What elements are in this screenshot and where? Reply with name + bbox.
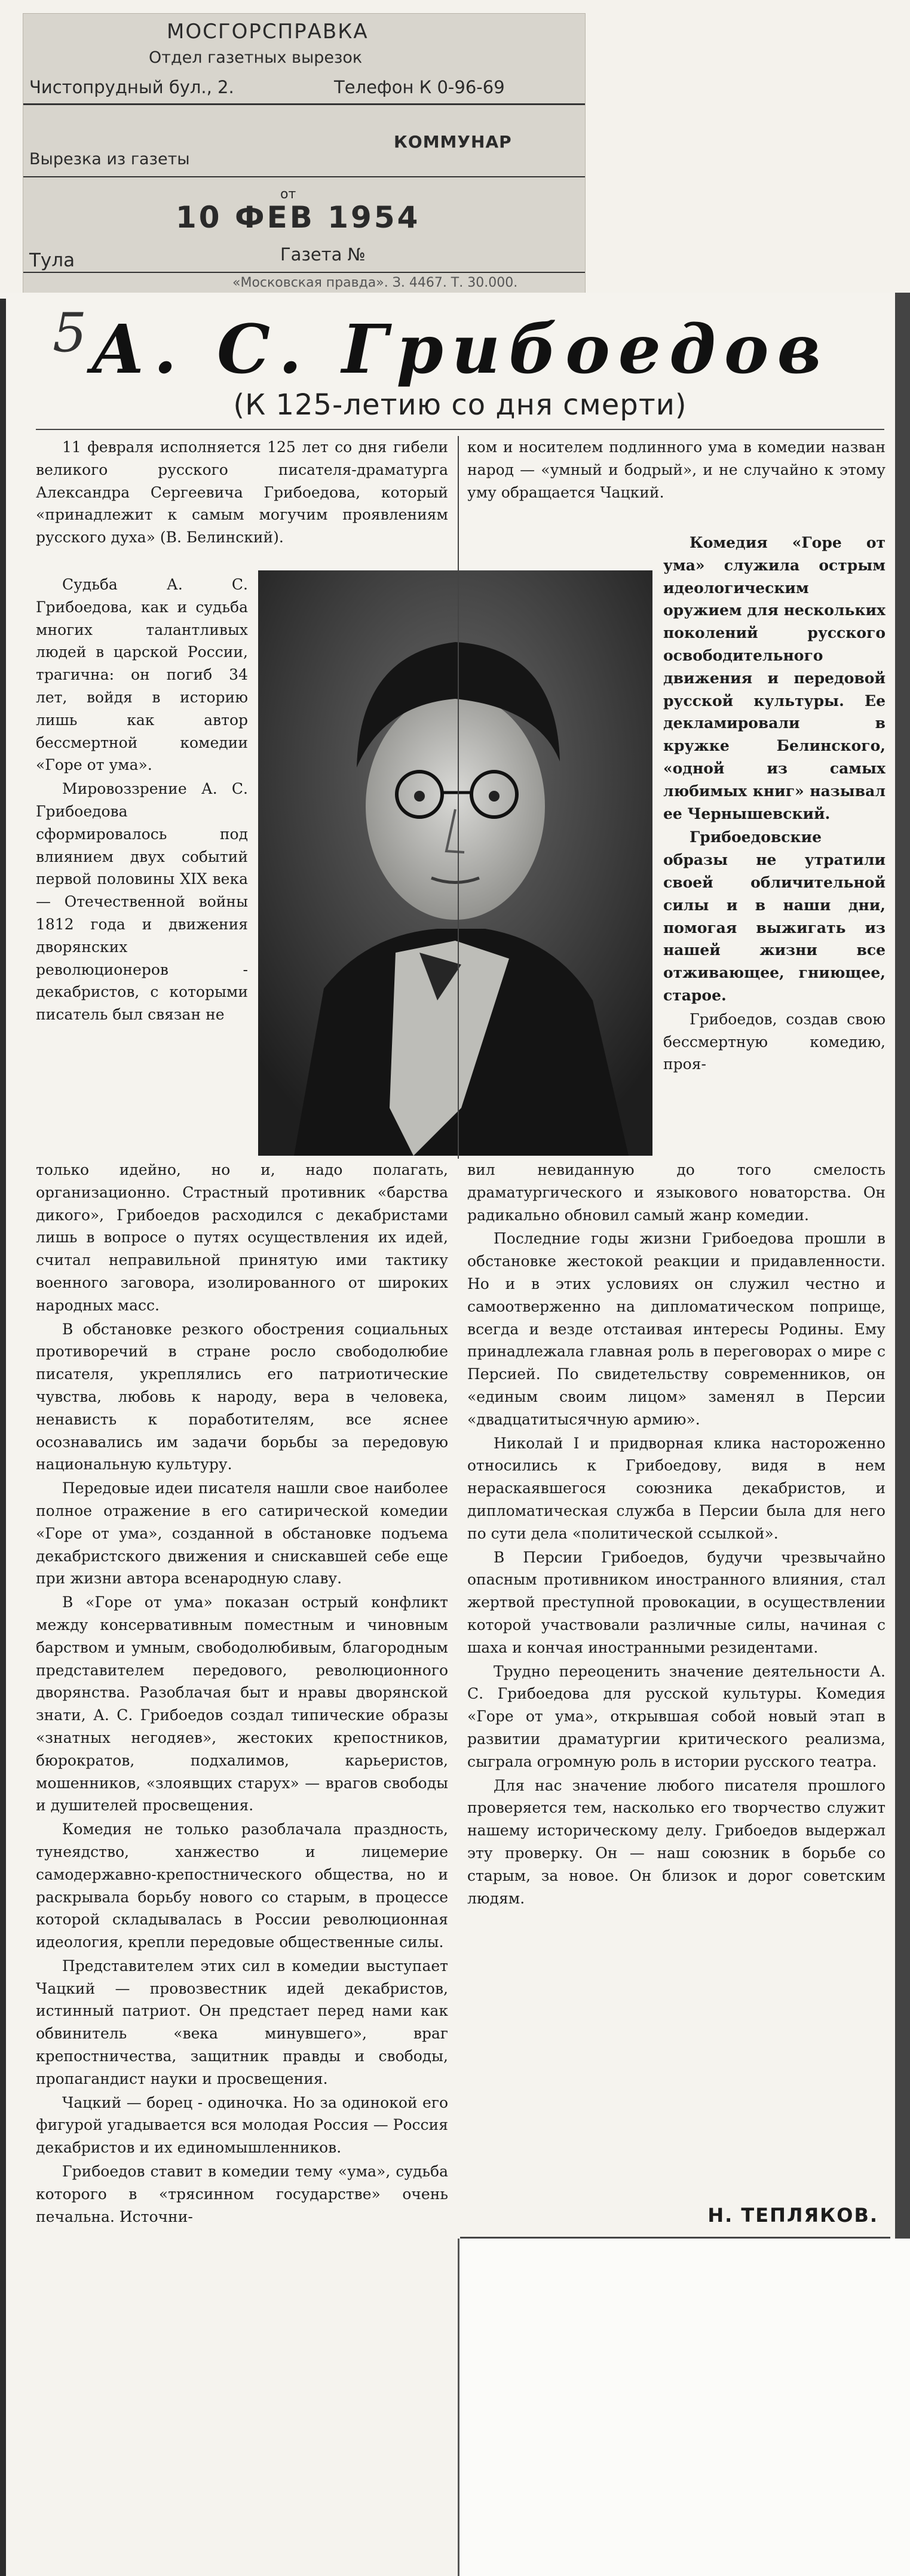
article-paragraph: вил невиданную до того смелость драматургического и языкового новаторства. Он радикально обновил самый жанр комедии. — [467, 1161, 886, 1224]
col1-intro — [36, 436, 448, 550]
phone-number: Телефон К 0-96-69 — [334, 77, 505, 97]
article-paragraph: только идейно, но и, надо полагать, организационно. Страстный противник «барства дикого», Грибоедов расходился с декабристами лишь в вопросе о путях осуществления их идей, считал неправильной принятую ими тактику военного заговора, изолированного от широких народных масс. — [36, 1161, 448, 1314]
col2-below-portrait — [467, 1159, 886, 2198]
header-rule-bottom — [23, 272, 585, 273]
clipping-label: Вырезка из газеты — [29, 150, 190, 168]
article-paragraph: Судьба А. С. Грибоедова, как и судьба многих талантливых людей в царской России, трагична: он погиб 34 лет, войдя в историю лишь как автор бессмертной комедии «Горе от ума». — [36, 576, 248, 774]
col2-beside-portrait — [663, 532, 886, 1159]
article-paragraph: В Персии Грибоедов, будучи чрезвычайно опасным противником иностранного влияния, стал жертвой преступной провокации, в осуществлении которой участвовали различные силы, начиная с шаха и кончая иностранными резидентами. — [467, 1548, 886, 1656]
author-signature: Н. ТЕПЛЯКОВ. — [707, 2204, 878, 2227]
imprint-line: «Московская правда». З. 4467. Т. 30.000. — [232, 275, 518, 290]
article-paragraph: Николай I и придворная клика настороженно относились к Грибоедову, видя в нем нераскаявшегося союзника декабристов, и дипломатическая служба в Персии была для него по сути дела «политической ссылкой». — [467, 1434, 886, 1542]
newspaper-name: КОММУНАР — [394, 132, 512, 152]
article-paragraph: Трудно переоценить значение деятельности А. С. Грибоедова для русской культуры. Комедия «Горе от ума», открывшая собой новый этап в развитии драматургии критического реализма, сыграла огромную роль в истории русского театра. — [467, 1662, 886, 1770]
from-label: от — [280, 187, 296, 202]
department-name: Отдел газетных вырезок — [149, 48, 363, 67]
col1-below-portrait — [36, 1159, 448, 2562]
article-title: А. С. Грибоедов — [90, 311, 830, 389]
margin-mark: 5 — [53, 302, 87, 364]
column-divider — [458, 436, 459, 1159]
article-paragraph: Передовые идеи писателя нашли свое наиболее полное отражение в его сатирической комедии «Горе от ума», созданной в обстановке подъема декабристского движения и снискавшей себе еще при жизни автора всенародную славу. — [36, 1479, 448, 1588]
header-rule-mid — [23, 176, 585, 177]
col2-intro — [467, 436, 886, 505]
intro-paragraph: 11 февраля исполняется 125 лет со дня гибели великого русского писателя-драматурга Александра Сергеевича Грибоедова, который «принадлежит к самым могучим проявлениям русского духа» (В. Белинский). — [36, 438, 448, 546]
col1-beside-portrait — [36, 573, 248, 1156]
address: Чистопрудный бул., 2. — [29, 77, 234, 97]
article-paragraph: В обстановке резкого обострения социальных противоречий в стране росло свободолюбие писателя, укреплялись его патриотические чувства, любовь к народу, вера в человека, ненависть к поработителям, все яснее осознавались им задачи борьбы за передовую национальную культуру. — [36, 1320, 448, 1473]
title-rule — [36, 429, 884, 430]
griboedov-portrait — [258, 570, 652, 1156]
portrait-illustration — [258, 570, 652, 1156]
highlight-paragraph: Комедия «Горе от ума» служила острым идеологическим оружием для нескольких поколений русского освободительного движения и передовой русской культуры. Ее декламировали в кружке Белинского, «одной из самых любимых книг» называл ее Чернышевский. — [663, 534, 886, 822]
clipping-header-slip — [23, 13, 586, 294]
gazeta-number-label: Газета № — [280, 244, 366, 265]
agency-name: МОСГОРСПРАВКА — [167, 20, 369, 44]
header-rule-top — [23, 103, 585, 105]
article-paragraph: Представителем этих сил в комедии выступает Чацкий — провозвестник идей декабристов, истинный патриот. Он предстает перед нами как обвинитель «века минувшего», враг крепостничества, защитник правды и свободы, пропагандист науки и просвещения. — [36, 1957, 448, 2087]
city-name: Тула — [29, 250, 75, 271]
article-paragraph: Мировоззрение А. С. Грибоедова сформировалось под влиянием двух событий первой половины XIX века — Отечественной войны 1812 года и движения дворянских революционеров - декабристов, с которыми писатель был связан не — [36, 780, 248, 1024]
clipping-right-strip — [895, 293, 910, 2576]
article-paragraph: Последние годы жизни Грибоедова прошли в обстановке жестокой реакции и придавленности. Но и в этих условиях он служил честно и самоотверженно на дипломатическом поприще, всегда и везде отстаивая интересы Родины. Ему принадлежала главная роль в переговорах о мире с Персией. По свидетельству современников, он «единым своим лицом» заменял в Персии «двадцатитысячную армию». — [467, 1230, 886, 1428]
article-paragraph: Грибоедов, создав свою бессмертную комедию, проя- — [663, 1010, 886, 1073]
highlight-paragraph: Грибоедовские образы не утратили своей обличительной силы и в наши дни, помогая выжигать из нашей жизни все отживающее, гниющее, старое. — [663, 828, 886, 1004]
clipping-cut-edge — [459, 2239, 910, 2576]
article-paragraph: Грибоедов ставит в комедии тему «ума», судьба которого в «трясинном государстве» очень печальна. Источни- — [36, 2163, 448, 2225]
clipping-cut-vertical — [458, 2239, 459, 2576]
article-subtitle: (К 125-летию со дня смерти) — [233, 388, 687, 422]
date-stamp: 10 ФЕВ 1954 — [176, 200, 421, 235]
article-paragraph: Комедия не только разоблачала праздность, тунеядство, ханжество и лицемерие самодержавно-крепостнического общества, но и раскрывала борьбу нового со старым, в процессе которой складывалась в России революционная идеология, крепли передовые общественные силы. — [36, 1820, 448, 1951]
article-paragraph: ком и носителем подлинного ума в комедии назван народ — «умный и бодрый», и не случайно к этому уму обращается Чацкий. — [467, 438, 886, 501]
clipping-left-edge — [0, 299, 6, 2576]
article-paragraph: Для нас значение любого писателя прошлого проверяется тем, насколько его творчество служит нашему историческому делу. Грибоедов выдержал эту проверку. Он — наш союзник в борьбе со старым, за новое. Он близок и дорог советским людям. — [467, 1776, 886, 1907]
article-paragraph: Чацкий — борец - одиночка. Но за одинокой его фигурой угадывается вся молодая Россия — Россия декабристов и их единомышленников. — [36, 2093, 448, 2157]
article-paragraph: В «Горе от ума» показан острый конфликт между консервативным поместным и чиновным барством и умным, свободолюбивым, благородным представителем передового, революционного дворянства. Разоблачая быт и нравы дворянской знати, А. С. Грибоедов создал типические образы «знатных негодяев», жестоких крепостников, бюрократов, подхалимов, карьеристов, мошенников, «злоявщих старух» — врагов свободы и душителей просвещения. — [36, 1594, 448, 1814]
